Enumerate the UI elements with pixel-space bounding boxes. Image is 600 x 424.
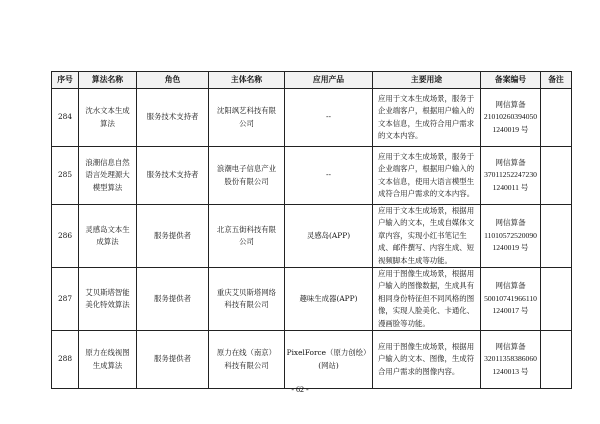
cell-remark xyxy=(541,147,572,205)
cell-product: PixelForce（原力创绘）(网站) xyxy=(285,331,373,389)
cell-filing-number: 网信算备11010572520090 1240019 号 xyxy=(481,205,541,268)
cell-role: 服务技术支持者 xyxy=(137,89,209,147)
cell-filing-number: 网信算备37011252247230 1240011 号 xyxy=(481,147,541,205)
cell-algorithm-name: 浪潮信息自然语言处理源大模型算法 xyxy=(79,147,137,205)
cell-product: -- xyxy=(285,89,373,147)
cell-role: 服务提供者 xyxy=(137,331,209,389)
cell-filing-number: 网信算备32011358386060 1240013 号 xyxy=(481,331,541,389)
cell-seq: 285 xyxy=(52,147,79,205)
cell-main-usage: 应用于文本生成场景，服务于企业端客户，根据用户输入的文本信息，生成符合用户需求的文本内容。 xyxy=(373,89,481,147)
cell-algorithm-name: 原力在线视图生成算法 xyxy=(79,331,137,389)
header-filing-number: 备案编号 xyxy=(481,72,541,89)
cell-remark xyxy=(541,331,572,389)
header-algorithm-name: 算法名称 xyxy=(79,72,137,89)
cell-main-usage: 应用于文本生成场景，服务于企业端客户，根据用户输入的文本信息，使用大语言模型生成符合用户需求的文本内容。 xyxy=(373,147,481,205)
cell-seq: 286 xyxy=(52,205,79,268)
table-row xyxy=(52,205,572,268)
header-seq: 序号 xyxy=(52,72,79,89)
cell-subject-name: 浪潮电子信息产业股份有限公司 xyxy=(209,147,285,205)
cell-remark xyxy=(541,268,572,331)
cell-main-usage: 应用于图像生成场景，根据用户输入的图像数据，生成具有相同身份特征但不同风格的图像，实现人脸美化、卡通化、漫画脸等功能。 xyxy=(373,268,481,331)
cell-filing-number: 网信算备50010741966110 1240017 号 xyxy=(481,268,541,331)
cell-main-usage: 应用于文本生成场景，根据用户输入的文本，生成自媒体文章内容，实现小红书笔记生成、邮件撰写、内容生成、短视频脚本生成等功能。 xyxy=(373,205,481,268)
algorithm-filing-table-container xyxy=(51,71,571,389)
cell-remark xyxy=(541,205,572,268)
table-row xyxy=(52,147,572,205)
table-row xyxy=(52,268,572,331)
cell-seq: 284 xyxy=(52,89,79,147)
cell-product: 灵感岛(APP) xyxy=(285,205,373,268)
algorithm-filing-table xyxy=(51,71,572,389)
header-role: 角色 xyxy=(137,72,209,89)
table-row xyxy=(52,331,572,389)
cell-product: -- xyxy=(285,147,373,205)
cell-subject-name: 重庆艾贝斯塔网络科技有限公司 xyxy=(209,268,285,331)
header-remark: 备注 xyxy=(541,72,572,89)
cell-subject-name: 北京五街科技有限公司 xyxy=(209,205,285,268)
cell-main-usage: 应用于图像生成场景，根据用户输入的文本、图像，生成符合用户需求的图像内容。 xyxy=(373,331,481,389)
header-main-usage: 主要用途 xyxy=(373,72,481,89)
cell-role: 服务技术支持者 xyxy=(137,147,209,205)
cell-filing-number: 网信算备21010260394050 1240019 号 xyxy=(481,89,541,147)
page-number: - 62 - xyxy=(291,385,309,394)
cell-subject-name: 原力在线（南京）科技有限公司 xyxy=(209,331,285,389)
cell-subject-name: 沈阳飒艺科技有限公司 xyxy=(209,89,285,147)
table-row xyxy=(52,89,572,147)
cell-algorithm-name: 沈水文本生成算法 xyxy=(79,89,137,147)
table-header-row xyxy=(52,72,572,89)
cell-remark xyxy=(541,89,572,147)
cell-role: 服务提供者 xyxy=(137,205,209,268)
cell-seq: 287 xyxy=(52,268,79,331)
cell-algorithm-name: 艾贝斯塔智能美化特效算法 xyxy=(79,268,137,331)
header-product: 应用产品 xyxy=(285,72,373,89)
cell-role: 服务提供者 xyxy=(137,268,209,331)
header-subject-name: 主体名称 xyxy=(209,72,285,89)
cell-seq: 288 xyxy=(52,331,79,389)
cell-product: 趣味生成器(APP) xyxy=(285,268,373,331)
cell-algorithm-name: 灵感岛文本生成算法 xyxy=(79,205,137,268)
